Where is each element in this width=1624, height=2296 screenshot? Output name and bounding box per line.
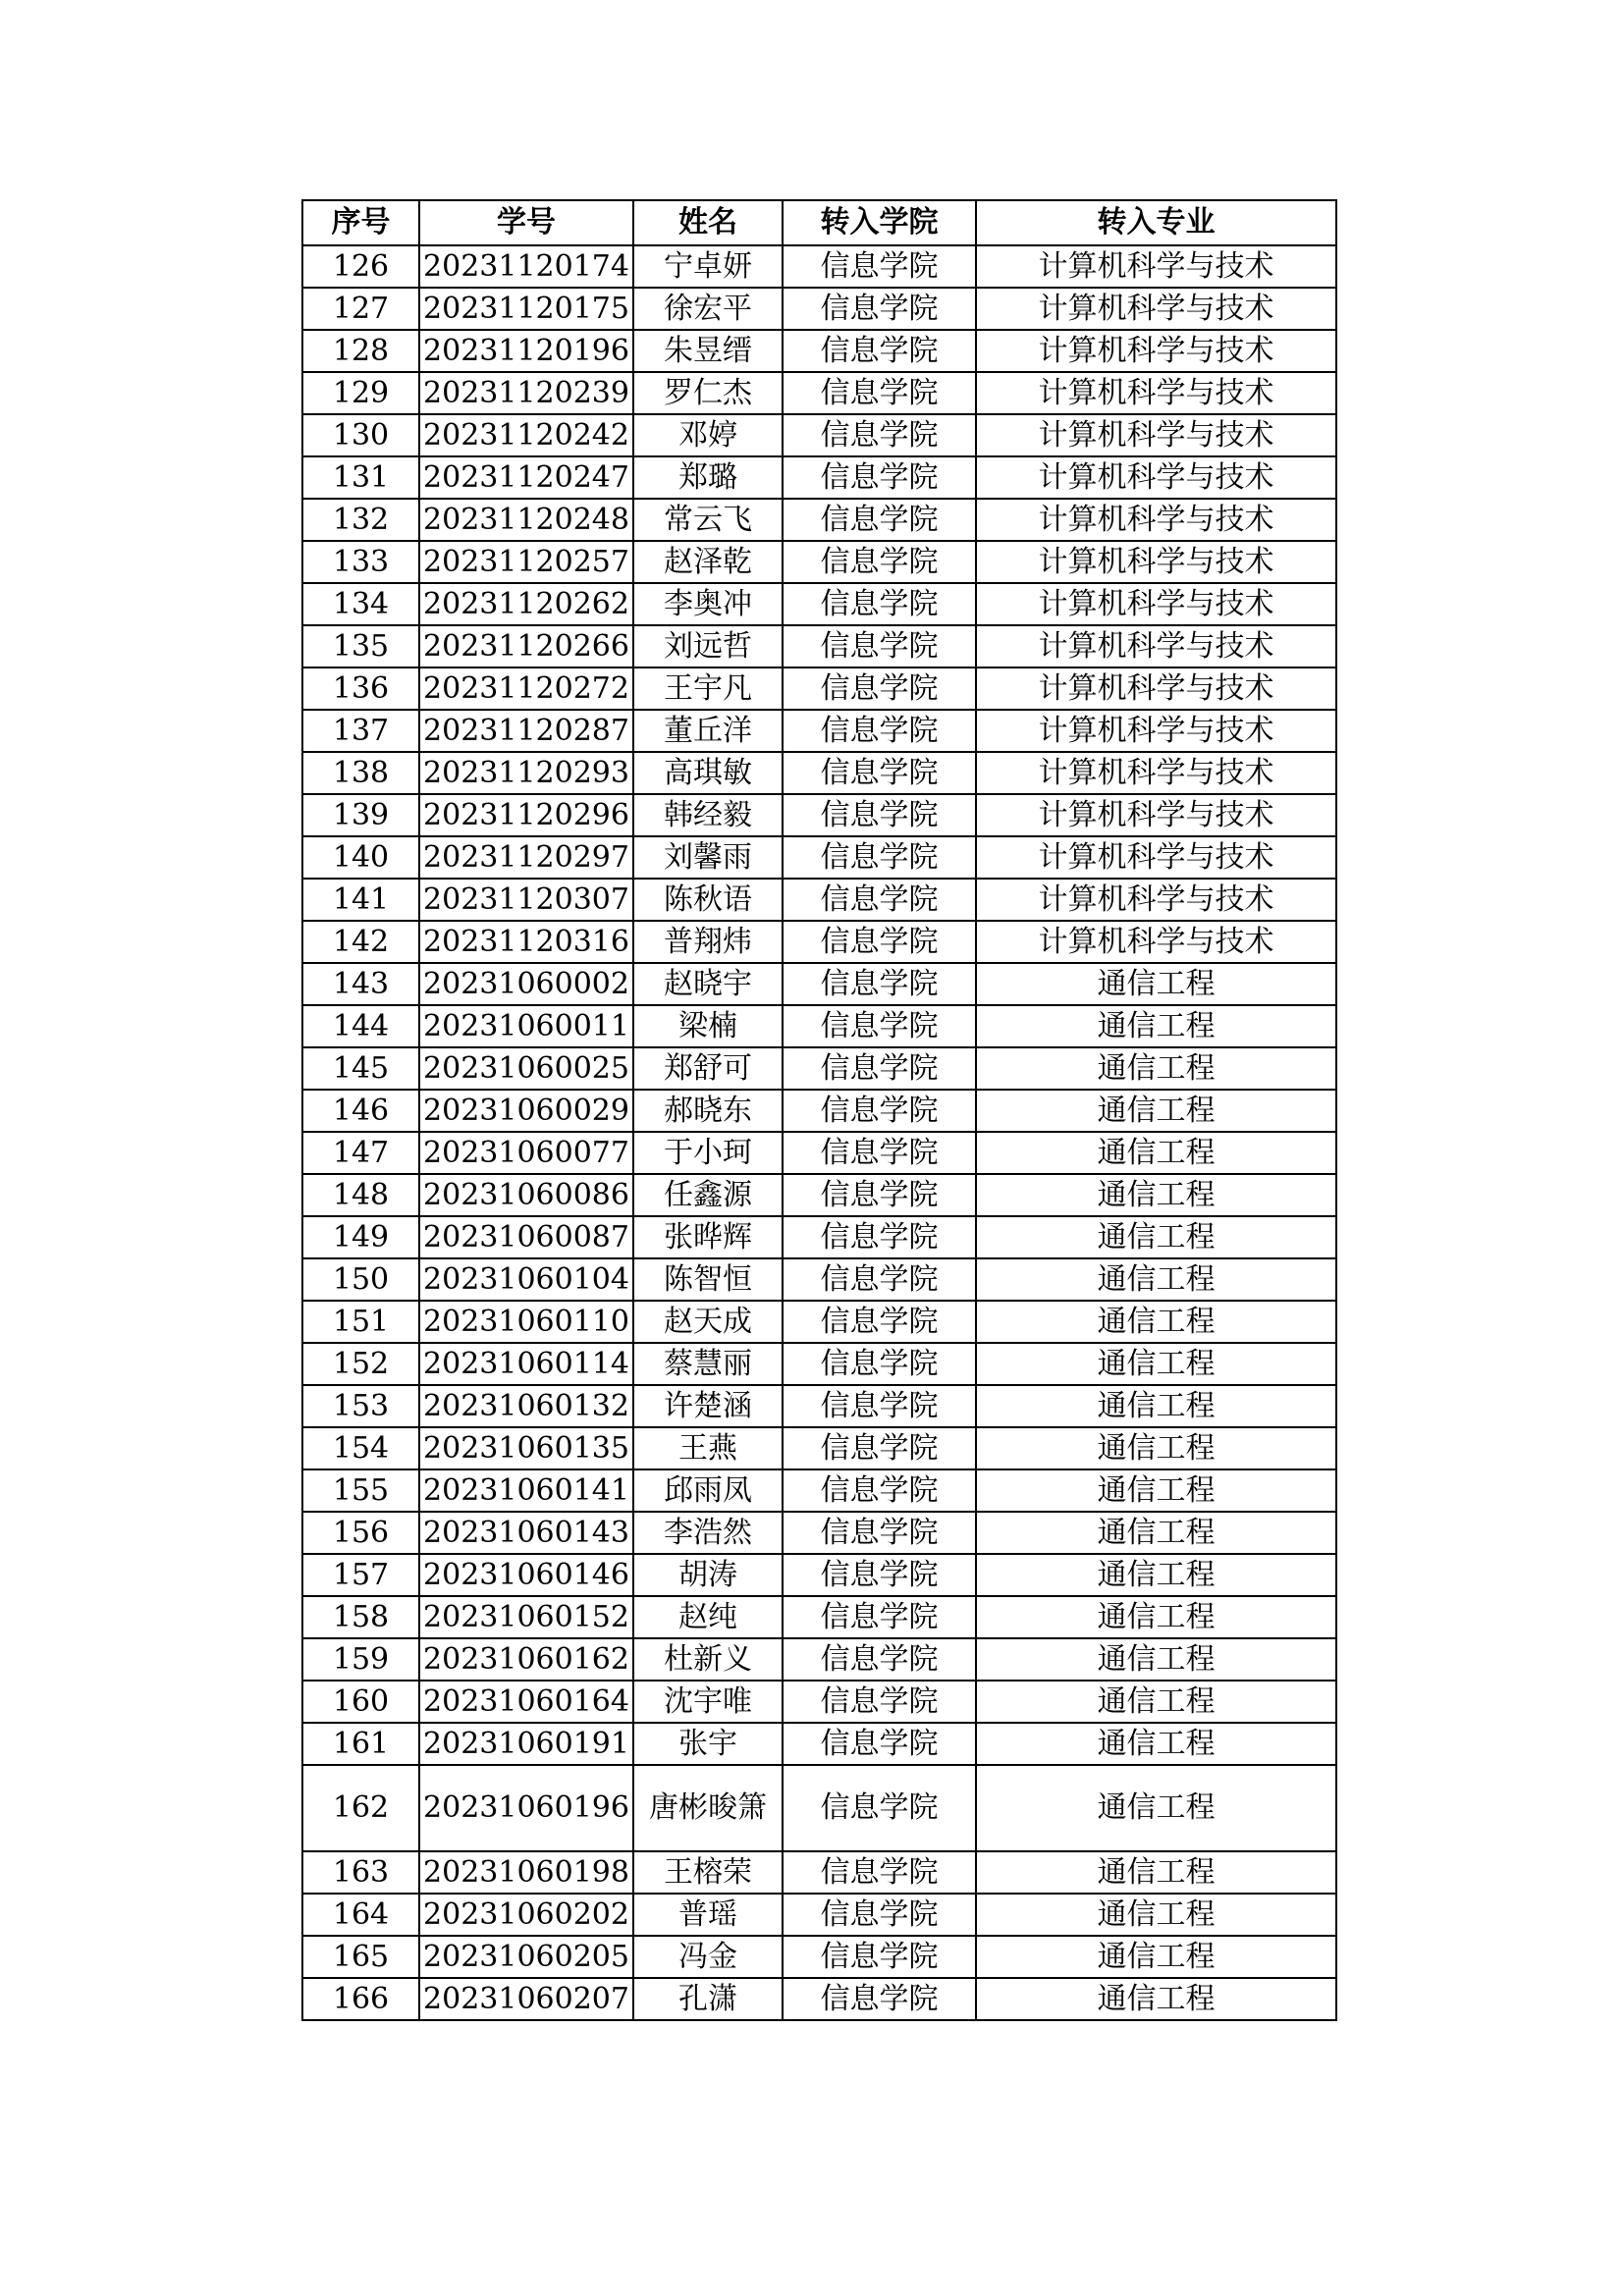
cell-student-id: 20231120272 [419,667,633,710]
cell-college: 信息学院 [783,667,976,710]
cell-name: 李浩然 [633,1512,783,1554]
cell-name: 普瑶 [633,1894,783,1936]
table-row [302,1385,1336,1427]
cell-name: 赵晓宇 [633,963,783,1005]
table-row [302,1216,1336,1258]
cell-seq: 142 [302,921,419,963]
cell-college: 信息学院 [783,1301,976,1343]
cell-name: 赵纯 [633,1596,783,1638]
cell-seq: 146 [302,1090,419,1132]
cell-college: 信息学院 [783,1427,976,1469]
cell-seq: 144 [302,1005,419,1047]
cell-college: 信息学院 [783,1047,976,1090]
table-row [302,1638,1336,1681]
cell-major: 通信工程 [976,1638,1336,1681]
cell-major: 通信工程 [976,1090,1336,1132]
cell-college: 信息学院 [783,414,976,456]
table-row [302,794,1336,836]
table-row [302,1681,1336,1723]
cell-major: 通信工程 [976,1174,1336,1216]
cell-name: 刘馨雨 [633,836,783,879]
cell-name: 孔潇 [633,1978,783,2020]
cell-student-id: 20231120196 [419,330,633,372]
cell-major: 通信工程 [976,1894,1336,1936]
cell-student-id: 20231120293 [419,752,633,794]
cell-student-id: 20231060110 [419,1301,633,1343]
cell-major: 通信工程 [976,1765,1336,1851]
cell-college: 信息学院 [783,1132,976,1174]
header-seq: 序号 [302,200,419,245]
cell-name: 梁楠 [633,1005,783,1047]
table-row [302,499,1336,541]
table-row [302,1427,1336,1469]
table-row [302,330,1336,372]
cell-seq: 165 [302,1936,419,1978]
table-row [302,1469,1336,1512]
cell-major: 通信工程 [976,1681,1336,1723]
table-row [302,879,1336,921]
cell-name: 沈宇唯 [633,1681,783,1723]
cell-student-id: 20231060191 [419,1723,633,1765]
cell-student-id: 20231060087 [419,1216,633,1258]
cell-name: 许楚涵 [633,1385,783,1427]
cell-seq: 164 [302,1894,419,1936]
cell-student-id: 20231060152 [419,1596,633,1638]
cell-name: 赵泽乾 [633,541,783,583]
cell-college: 信息学院 [783,963,976,1005]
cell-major: 计算机科学与技术 [976,921,1336,963]
cell-major: 计算机科学与技术 [976,710,1336,752]
cell-seq: 129 [302,372,419,414]
table-row [302,1301,1336,1343]
cell-college: 信息学院 [783,1894,976,1936]
cell-name: 王榕荣 [633,1851,783,1894]
cell-seq: 147 [302,1132,419,1174]
table-header [302,200,1336,245]
cell-student-id: 20231120266 [419,625,633,667]
header-college: 转入学院 [783,200,976,245]
cell-college: 信息学院 [783,1851,976,1894]
cell-college: 信息学院 [783,1216,976,1258]
cell-college: 信息学院 [783,1343,976,1385]
table-row [302,921,1336,963]
cell-college: 信息学院 [783,499,976,541]
cell-major: 通信工程 [976,1047,1336,1090]
table-row [302,1343,1336,1385]
cell-seq: 136 [302,667,419,710]
cell-name: 于小珂 [633,1132,783,1174]
cell-major: 计算机科学与技术 [976,836,1336,879]
cell-seq: 151 [302,1301,419,1343]
cell-major: 通信工程 [976,1005,1336,1047]
cell-name: 罗仁杰 [633,372,783,414]
cell-student-id: 20231060132 [419,1385,633,1427]
cell-major: 通信工程 [976,1216,1336,1258]
cell-name: 张宇 [633,1723,783,1765]
cell-college: 信息学院 [783,1978,976,2020]
cell-major: 计算机科学与技术 [976,794,1336,836]
cell-student-id: 20231120297 [419,836,633,879]
cell-student-id: 20231120316 [419,921,633,963]
cell-seq: 130 [302,414,419,456]
cell-name: 董丘洋 [633,710,783,752]
cell-student-id: 20231120247 [419,456,633,499]
cell-major: 计算机科学与技术 [976,879,1336,921]
cell-name: 冯金 [633,1936,783,1978]
cell-seq: 135 [302,625,419,667]
cell-seq: 152 [302,1343,419,1385]
cell-name: 杜新义 [633,1638,783,1681]
header-name: 姓名 [633,200,783,245]
table-row [302,1512,1336,1554]
table-row [302,245,1336,288]
table-row [302,372,1336,414]
cell-seq: 127 [302,288,419,330]
cell-student-id: 20231060011 [419,1005,633,1047]
cell-student-id: 20231060086 [419,1174,633,1216]
cell-student-id: 20231060143 [419,1512,633,1554]
cell-college: 信息学院 [783,1723,976,1765]
cell-college: 信息学院 [783,625,976,667]
table-row [302,1723,1336,1765]
cell-college: 信息学院 [783,245,976,288]
table-row [302,583,1336,625]
transfer-student-table [301,199,1337,2021]
cell-major: 计算机科学与技术 [976,245,1336,288]
cell-name: 朱昱缙 [633,330,783,372]
cell-major: 通信工程 [976,1851,1336,1894]
cell-seq: 143 [302,963,419,1005]
cell-seq: 154 [302,1427,419,1469]
cell-student-id: 20231060146 [419,1554,633,1596]
cell-student-id: 20231120262 [419,583,633,625]
table-row [302,1174,1336,1216]
cell-seq: 149 [302,1216,419,1258]
cell-major: 通信工程 [976,1596,1336,1638]
cell-college: 信息学院 [783,752,976,794]
cell-college: 信息学院 [783,879,976,921]
cell-college: 信息学院 [783,1174,976,1216]
cell-major: 通信工程 [976,1132,1336,1174]
cell-seq: 148 [302,1174,419,1216]
cell-student-id: 20231060162 [419,1638,633,1681]
cell-student-id: 20231060025 [419,1047,633,1090]
cell-student-id: 20231120287 [419,710,633,752]
cell-college: 信息学院 [783,836,976,879]
cell-college: 信息学院 [783,1765,976,1851]
cell-major: 通信工程 [976,1427,1336,1469]
table-row [302,414,1336,456]
header-major: 转入专业 [976,200,1336,245]
cell-name: 蔡慧丽 [633,1343,783,1385]
table-row [302,836,1336,879]
cell-student-id: 20231060077 [419,1132,633,1174]
header-row [302,200,1336,245]
cell-major: 通信工程 [976,963,1336,1005]
cell-major: 计算机科学与技术 [976,583,1336,625]
cell-major: 通信工程 [976,1258,1336,1301]
cell-student-id: 20231060029 [419,1090,633,1132]
cell-major: 通信工程 [976,1512,1336,1554]
cell-seq: 126 [302,245,419,288]
cell-college: 信息学院 [783,372,976,414]
cell-college: 信息学院 [783,921,976,963]
cell-seq: 155 [302,1469,419,1512]
cell-seq: 139 [302,794,419,836]
cell-college: 信息学院 [783,1936,976,1978]
cell-major: 通信工程 [976,1343,1336,1385]
table-row [302,1132,1336,1174]
cell-college: 信息学院 [783,583,976,625]
cell-major: 计算机科学与技术 [976,625,1336,667]
cell-name: 徐宏平 [633,288,783,330]
cell-major: 计算机科学与技术 [976,499,1336,541]
cell-student-id: 20231060202 [419,1894,633,1936]
cell-student-id: 20231060205 [419,1936,633,1978]
table-row [302,963,1336,1005]
cell-seq: 133 [302,541,419,583]
cell-name: 陈智恒 [633,1258,783,1301]
cell-name: 常云飞 [633,499,783,541]
cell-college: 信息学院 [783,1512,976,1554]
cell-student-id: 20231120242 [419,414,633,456]
cell-college: 信息学院 [783,1596,976,1638]
table-row [302,667,1336,710]
cell-college: 信息学院 [783,1005,976,1047]
header-student-id: 学号 [419,200,633,245]
cell-college: 信息学院 [783,1554,976,1596]
table-row [302,1894,1336,1936]
cell-name: 李奥冲 [633,583,783,625]
cell-college: 信息学院 [783,288,976,330]
cell-major: 计算机科学与技术 [976,288,1336,330]
cell-college: 信息学院 [783,710,976,752]
table-row [302,710,1336,752]
cell-seq: 160 [302,1681,419,1723]
table-row [302,1978,1336,2020]
cell-major: 计算机科学与技术 [976,541,1336,583]
cell-major: 通信工程 [976,1385,1336,1427]
cell-major: 计算机科学与技术 [976,414,1336,456]
cell-name: 邓婷 [633,414,783,456]
cell-major: 通信工程 [976,1936,1336,1978]
cell-seq: 145 [302,1047,419,1090]
cell-name: 赵天成 [633,1301,783,1343]
cell-seq: 131 [302,456,419,499]
cell-major: 计算机科学与技术 [976,372,1336,414]
cell-name: 唐彬晙箫 [633,1765,783,1851]
cell-seq: 141 [302,879,419,921]
cell-student-id: 20231120296 [419,794,633,836]
cell-student-id: 20231120174 [419,245,633,288]
cell-major: 计算机科学与技术 [976,752,1336,794]
cell-name: 张晔辉 [633,1216,783,1258]
cell-student-id: 20231060196 [419,1765,633,1851]
cell-student-id: 20231120239 [419,372,633,414]
cell-name: 邱雨凤 [633,1469,783,1512]
cell-student-id: 20231060002 [419,963,633,1005]
cell-college: 信息学院 [783,1385,976,1427]
cell-student-id: 20231060141 [419,1469,633,1512]
cell-name: 普翔炜 [633,921,783,963]
cell-name: 任鑫源 [633,1174,783,1216]
cell-college: 信息学院 [783,541,976,583]
table-row [302,288,1336,330]
cell-name: 韩经毅 [633,794,783,836]
cell-major: 通信工程 [976,1723,1336,1765]
table-row [302,1005,1336,1047]
cell-name: 宁卓妍 [633,245,783,288]
cell-major: 计算机科学与技术 [976,456,1336,499]
table-row [302,541,1336,583]
cell-student-id: 20231120307 [419,879,633,921]
cell-name: 高琪敏 [633,752,783,794]
cell-seq: 157 [302,1554,419,1596]
cell-major: 通信工程 [976,1469,1336,1512]
cell-seq: 158 [302,1596,419,1638]
cell-name: 郑舒可 [633,1047,783,1090]
cell-name: 陈秋语 [633,879,783,921]
cell-student-id: 20231060135 [419,1427,633,1469]
cell-name: 刘远哲 [633,625,783,667]
cell-seq: 162 [302,1765,419,1851]
cell-name: 王宇凡 [633,667,783,710]
cell-student-id: 20231060114 [419,1343,633,1385]
cell-college: 信息学院 [783,794,976,836]
table-row [302,625,1336,667]
table-row [302,1851,1336,1894]
cell-college: 信息学院 [783,1258,976,1301]
cell-seq: 153 [302,1385,419,1427]
cell-major: 计算机科学与技术 [976,330,1336,372]
cell-college: 信息学院 [783,1681,976,1723]
cell-college: 信息学院 [783,330,976,372]
cell-seq: 138 [302,752,419,794]
cell-major: 通信工程 [976,1301,1336,1343]
cell-seq: 140 [302,836,419,879]
table-row [302,1090,1336,1132]
cell-student-id: 20231120175 [419,288,633,330]
cell-seq: 150 [302,1258,419,1301]
cell-seq: 137 [302,710,419,752]
cell-name: 郝晓东 [633,1090,783,1132]
table-row [302,1596,1336,1638]
cell-seq: 166 [302,1978,419,2020]
cell-name: 胡涛 [633,1554,783,1596]
cell-seq: 159 [302,1638,419,1681]
cell-seq: 163 [302,1851,419,1894]
table-row [302,1765,1336,1851]
cell-major: 通信工程 [976,1978,1336,2020]
cell-seq: 161 [302,1723,419,1765]
table-row [302,1258,1336,1301]
cell-student-id: 20231060104 [419,1258,633,1301]
cell-seq: 134 [302,583,419,625]
cell-seq: 132 [302,499,419,541]
table-row [302,1554,1336,1596]
table-row [302,1936,1336,1978]
cell-student-id: 20231120248 [419,499,633,541]
cell-student-id: 20231060164 [419,1681,633,1723]
cell-college: 信息学院 [783,456,976,499]
cell-student-id: 20231120257 [419,541,633,583]
table-body [302,245,1336,2020]
table-row [302,752,1336,794]
table-row [302,456,1336,499]
cell-student-id: 20231060198 [419,1851,633,1894]
cell-name: 王燕 [633,1427,783,1469]
cell-student-id: 20231060207 [419,1978,633,2020]
cell-name: 郑璐 [633,456,783,499]
cell-major: 通信工程 [976,1554,1336,1596]
cell-seq: 128 [302,330,419,372]
cell-seq: 156 [302,1512,419,1554]
cell-college: 信息学院 [783,1090,976,1132]
cell-college: 信息学院 [783,1638,976,1681]
cell-major: 计算机科学与技术 [976,667,1336,710]
cell-college: 信息学院 [783,1469,976,1512]
table-row [302,1047,1336,1090]
